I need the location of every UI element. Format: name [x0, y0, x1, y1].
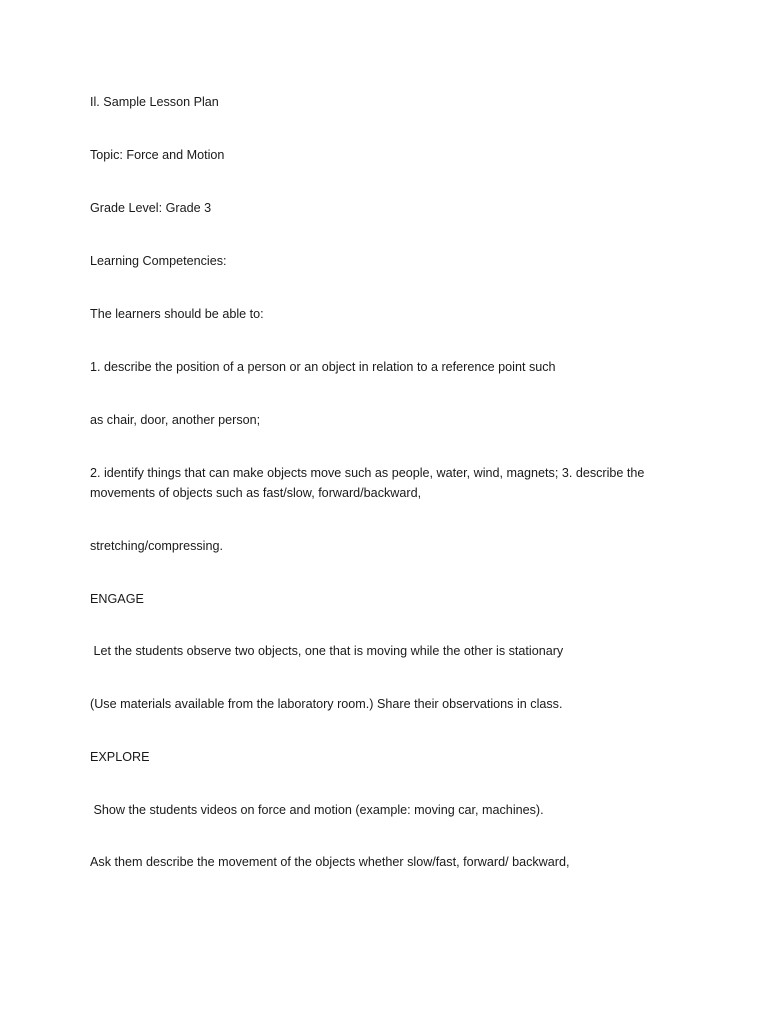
- topic-line: Topic: Force and Motion: [90, 148, 225, 162]
- explore-question: Ask them describe the movement of the objects whether slow/fast, forward/ backward,: [90, 855, 570, 869]
- learners-intro: The learners should be able to:: [90, 307, 264, 321]
- explore-activity: Show the students videos on force and motion (example: moving car, machines).: [90, 803, 544, 817]
- grade-level-line: Grade Level: Grade 3: [90, 201, 212, 215]
- competency-1: 1. describe the position of a person or an object in relation to a reference point such: [90, 360, 556, 374]
- competency-2-3: 2. identify things that can make objects move such as people, water, wind, magnets; 3. describe the movements of objects such as fast/slow, forward/backward,: [90, 466, 645, 500]
- competencies-heading: Learning Competencies:: [90, 254, 227, 268]
- explore-heading: EXPLORE: [90, 750, 150, 764]
- competency-1-continued: as chair, door, another person;: [90, 413, 261, 427]
- engage-materials: (Use materials available from the laboratory room.) Share their observations in class.: [90, 697, 563, 711]
- section-heading: Il. Sample Lesson Plan: [90, 95, 219, 109]
- engage-activity: Let the students observe two objects, one that is moving while the other is stationary: [90, 644, 564, 658]
- engage-heading: ENGAGE: [90, 592, 144, 606]
- competency-3-continued: stretching/compressing.: [90, 539, 223, 553]
